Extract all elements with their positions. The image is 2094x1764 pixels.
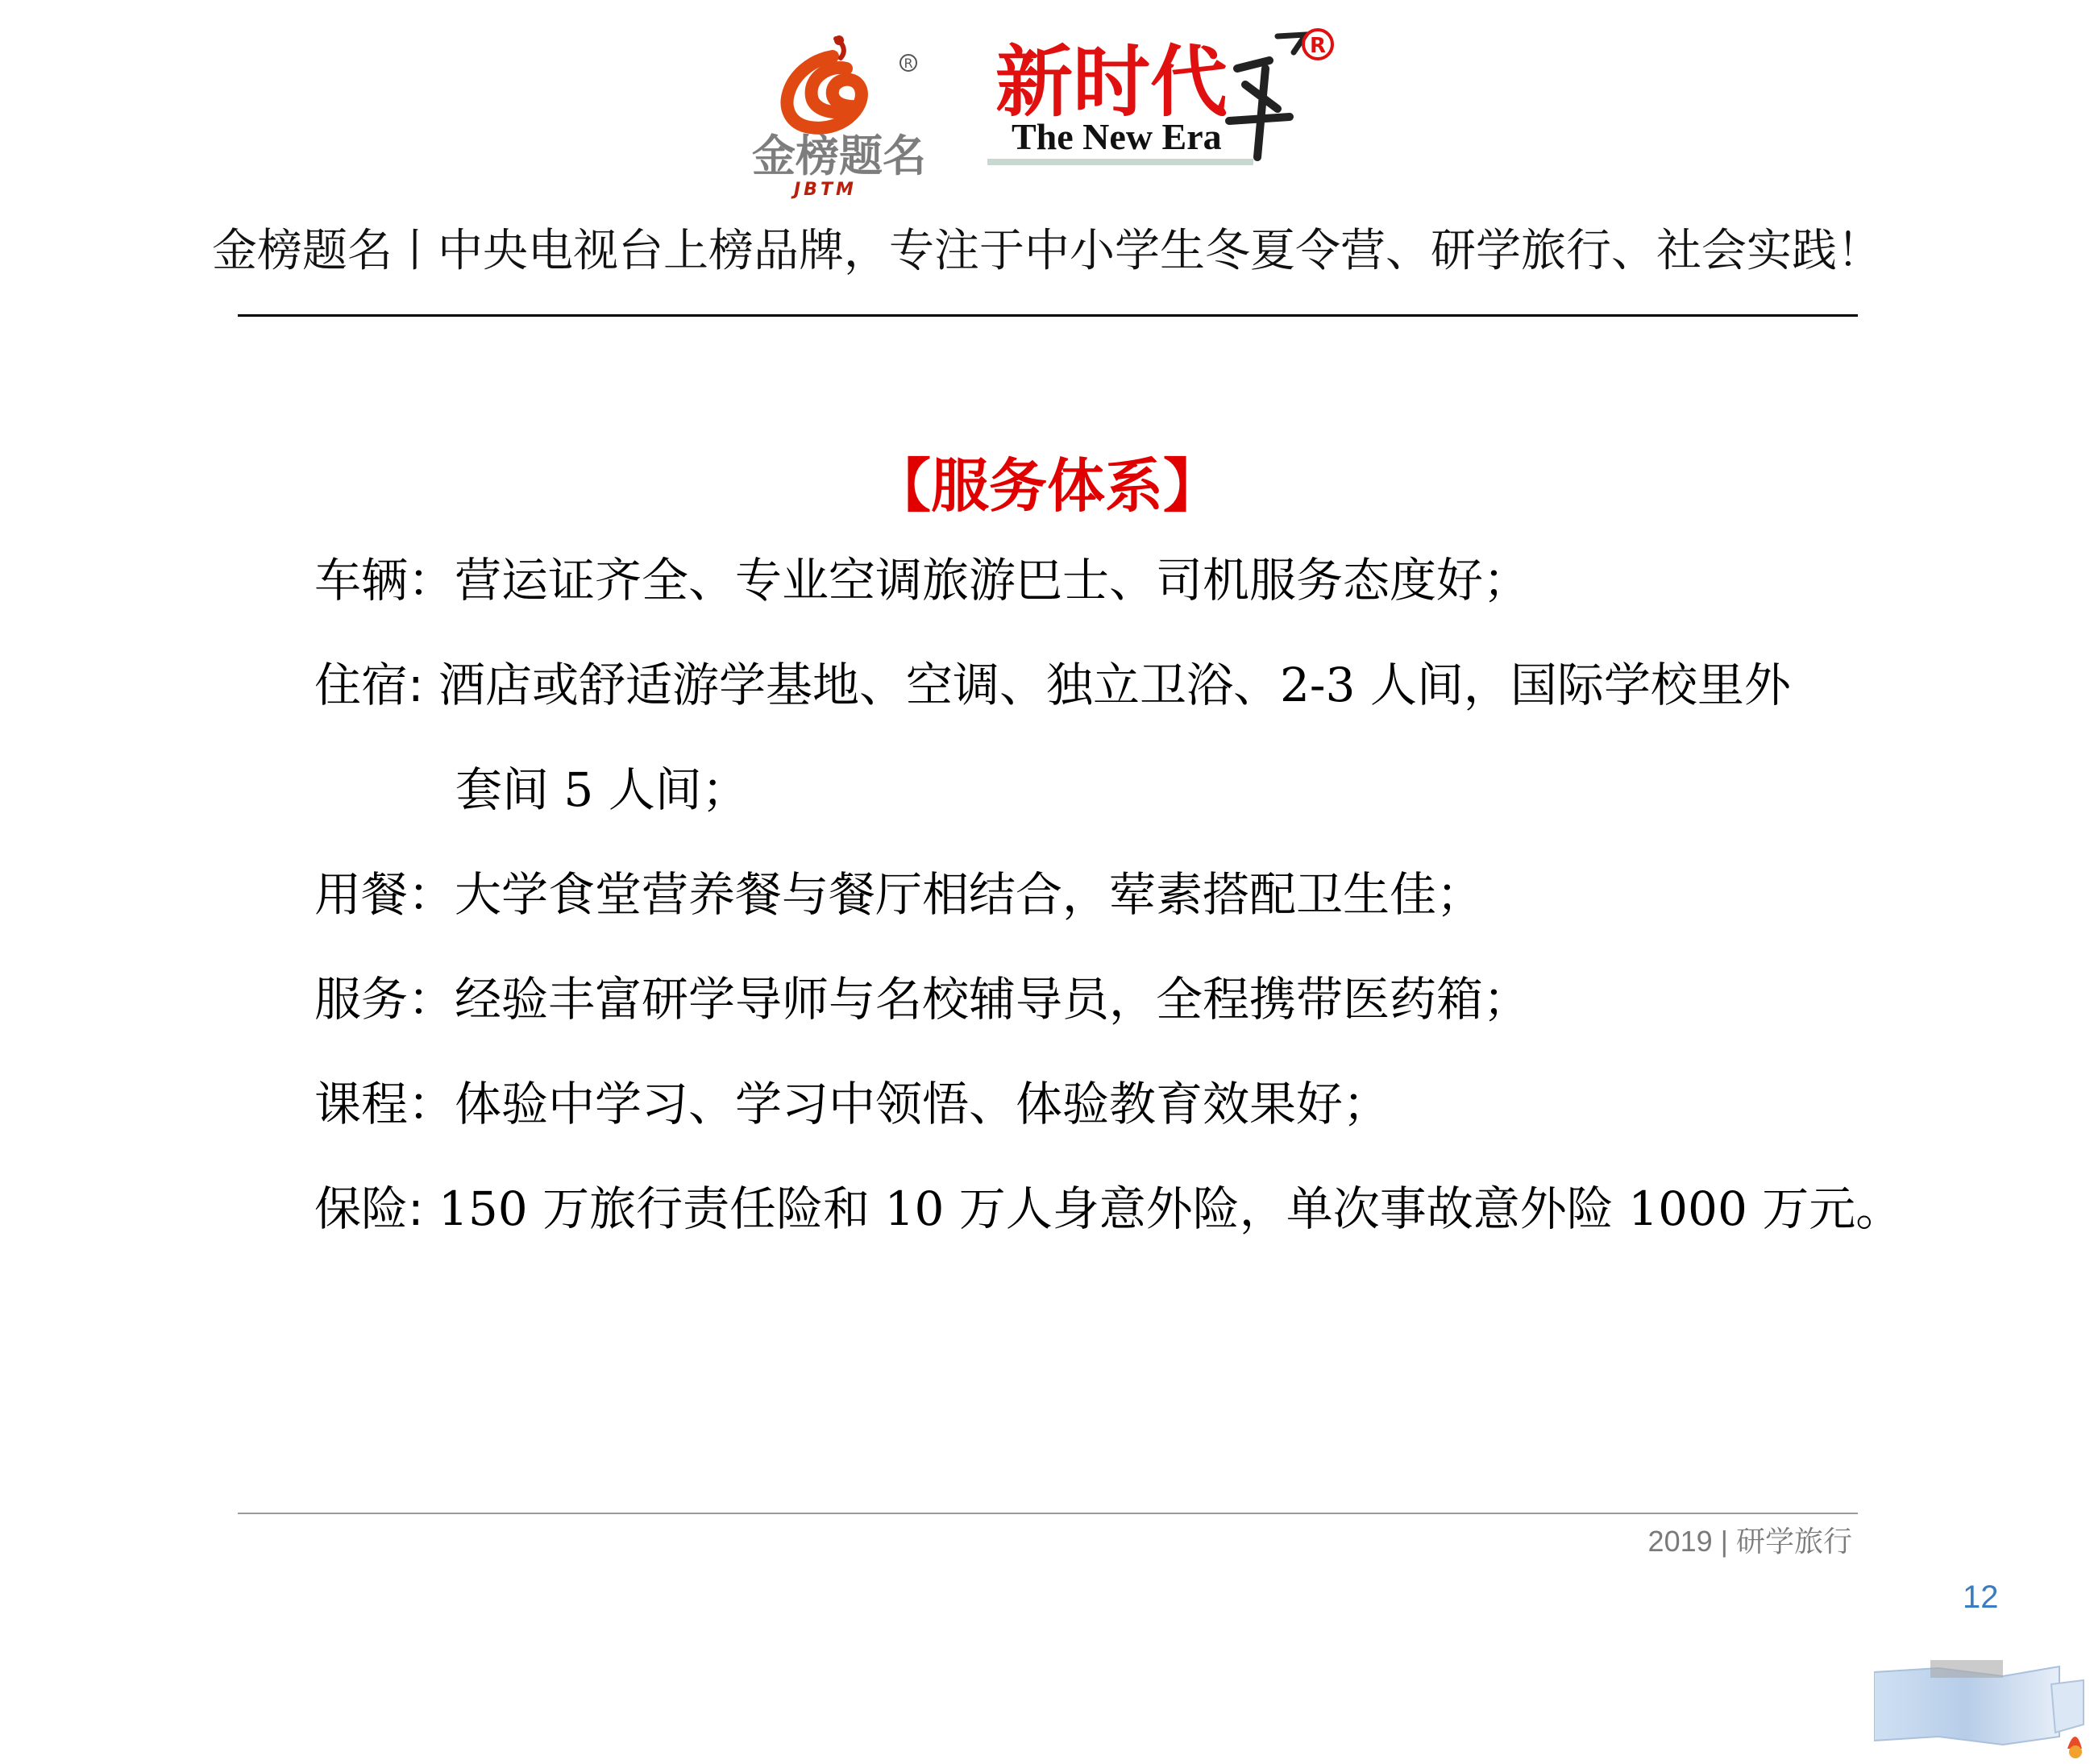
page-number: 12 bbox=[1963, 1579, 1999, 1615]
item-text: 经验丰富研学导师与名校辅导员，全程携带医药箱； bbox=[455, 972, 1531, 1027]
service-item-service bbox=[314, 967, 1530, 1031]
item-text: 营运证齐全、专业空调旅游巴士、司机服务态度好； bbox=[455, 553, 1531, 608]
service-item-vehicle bbox=[314, 548, 1530, 612]
svg-text:R: R bbox=[904, 56, 913, 71]
service-item-meals bbox=[314, 862, 1483, 927]
item-label: 课程： bbox=[314, 1077, 455, 1131]
new-era-logo-en: The New Era bbox=[1012, 116, 1222, 157]
jbtm-logo-sub: JBTM bbox=[794, 180, 857, 200]
service-item-courses bbox=[314, 1072, 1390, 1136]
jbtm-logo bbox=[737, 32, 955, 201]
page-curl-decoration bbox=[1874, 1660, 2094, 1761]
service-item-lodging-continuation: 套间 5 人间； bbox=[455, 762, 749, 817]
new-era-logo-cn: 新时代 bbox=[995, 36, 1228, 127]
item-label: 保险: bbox=[314, 1181, 424, 1236]
header-tagline: 金榜题名丨中央电视台上榜品牌，专注于中小学生冬夏令营、研学旅行、社会实践！ bbox=[212, 225, 1882, 277]
svg-text:R: R bbox=[1309, 34, 1327, 58]
service-item-insurance bbox=[314, 1177, 1902, 1241]
section-title: 【服务体系】 bbox=[872, 451, 1221, 520]
new-era-logo bbox=[987, 20, 1342, 173]
footer-divider bbox=[238, 1513, 1858, 1514]
header-divider bbox=[238, 314, 1858, 317]
service-item-lodging bbox=[314, 653, 1791, 717]
jbtm-logo-text: 金榜题名 bbox=[752, 131, 926, 181]
footer-text: 2019 | 研学旅行 bbox=[1647, 1525, 1852, 1558]
item-label: 用餐： bbox=[314, 867, 455, 922]
item-text: 体验中学习、学习中领悟、体验教育效果好； bbox=[455, 1077, 1390, 1131]
item-text: 大学食堂营养餐与餐厅相结合，荤素搭配卫生佳； bbox=[455, 867, 1484, 922]
item-label: 住宿: bbox=[314, 658, 424, 712]
item-text: 酒店或舒适游学基地、空调、独立卫浴、2-3 人间，国际学校里外 bbox=[423, 658, 1791, 712]
item-label: 车辆： bbox=[314, 553, 455, 608]
item-label: 服务： bbox=[314, 972, 455, 1027]
item-text: 150 万旅行责任险和 10 万人身意外险，单次事故意外险 1000 万元。 bbox=[423, 1181, 1903, 1236]
